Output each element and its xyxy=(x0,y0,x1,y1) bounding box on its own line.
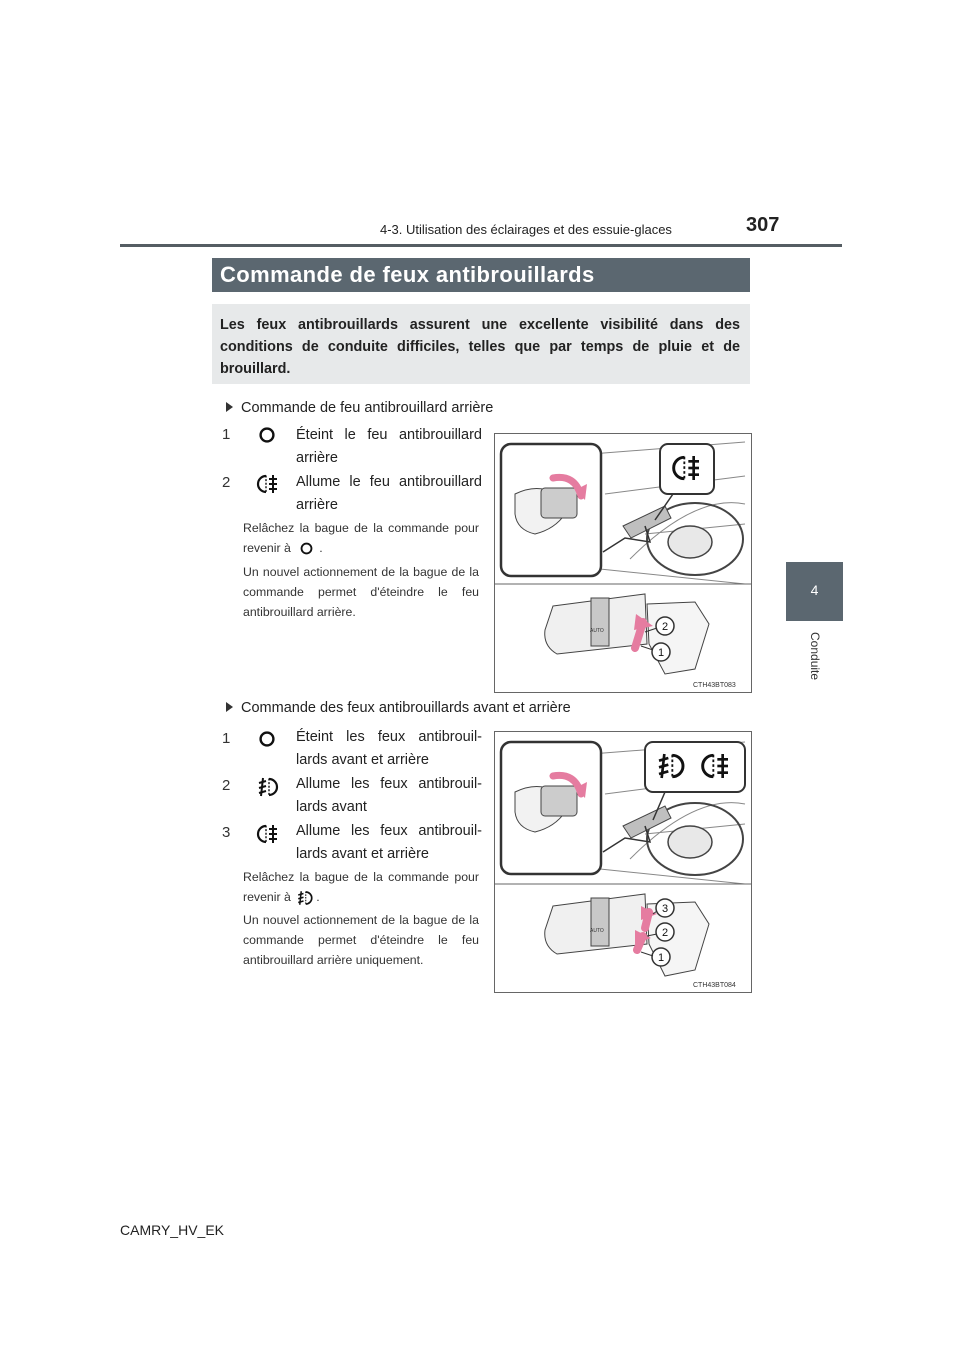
item-number: 3 xyxy=(222,824,231,841)
chapter-tab[interactable]: 4 xyxy=(786,562,843,621)
header-rule xyxy=(120,244,842,247)
figure-code: CTH43BT084 xyxy=(693,982,736,989)
item-description: Allume les feux antibrouil-lards avant et arrière xyxy=(296,823,482,862)
figure-code: CTH43BT083 xyxy=(693,682,736,689)
note-end: . xyxy=(319,541,323,555)
bullet-triangle-icon xyxy=(226,702,233,712)
front-fog-icon xyxy=(256,775,280,799)
front-fog-icon xyxy=(296,889,314,907)
figure-rear-fog-switch xyxy=(494,433,752,693)
note-end: . xyxy=(316,890,320,904)
front-rear-fog-heading xyxy=(226,700,571,716)
item-description: Éteint le feu antibrouillard arrière xyxy=(296,427,482,466)
note-return xyxy=(243,518,479,558)
switch-auto-label: AUTO xyxy=(590,628,604,634)
rear-fog-icon xyxy=(256,822,280,846)
item-description: Allume les feux antibrouil-lards avant xyxy=(296,776,482,815)
note-repeat: Un nouvel actionnement de la bague de la commande permet d'éteindre le feu antibrouillard arrière uniquement. xyxy=(243,913,479,967)
figure-callout: 3 xyxy=(661,903,669,915)
section-title: Commande de feux antibrouillards xyxy=(212,258,750,292)
rear-fog-heading xyxy=(226,400,493,416)
item-number: 2 xyxy=(222,474,231,491)
figure-callout: 2 xyxy=(661,927,669,939)
figure-callout: 1 xyxy=(657,647,665,659)
figure-callout: 2 xyxy=(661,621,669,633)
item-description: Éteint les feux antibrouil-lards avant et arrière xyxy=(296,729,482,768)
front-rear-fog-heading-text: Commande des feux antibrouillards avant et arrière xyxy=(241,700,571,716)
rear-fog-icon xyxy=(256,472,280,496)
switch-auto-label: AUTO xyxy=(590,928,604,934)
intro-box: Les feux antibrouillards assurent une excellente visibilité dans des conditions de conduite difficiles, telles que par temps de pluie et de brouillard. xyxy=(212,304,750,384)
rear-fog-heading-text: Commande de feu antibrouillard arrière xyxy=(241,400,494,416)
item-number: 1 xyxy=(222,730,231,747)
figure-callout: 1 xyxy=(657,952,665,964)
note-text: Relâchez la bague de la commande pour revenir à xyxy=(243,870,479,904)
item-number: 2 xyxy=(222,777,231,794)
figure-drawing xyxy=(495,434,751,692)
page-number: 307 xyxy=(746,214,780,236)
figure-drawing xyxy=(495,732,751,992)
off-ring-icon xyxy=(256,728,278,750)
item-description: Allume le feu antibrouillard arrière xyxy=(296,474,482,513)
figure-front-rear-fog-switch xyxy=(494,731,752,993)
note-repeat: Un nouvel actionnement de la bague de la commande permet d'éteindre le feu antibrouillard arrière. xyxy=(243,565,479,619)
off-ring-icon xyxy=(298,540,315,557)
footer-model-code: CAMRY_HV_EK xyxy=(120,1222,225,1238)
note-return xyxy=(243,867,479,907)
chapter-label-text: Conduite xyxy=(808,632,822,681)
chapter-label xyxy=(786,628,843,688)
section-path: 4-3. Utilisation des éclairages et des essuie-glaces xyxy=(380,222,672,237)
bullet-triangle-icon xyxy=(226,402,233,412)
item-number: 1 xyxy=(222,426,231,443)
off-ring-icon xyxy=(256,424,278,446)
note-text: Relâchez la bague de la commande pour revenir à xyxy=(243,521,479,555)
